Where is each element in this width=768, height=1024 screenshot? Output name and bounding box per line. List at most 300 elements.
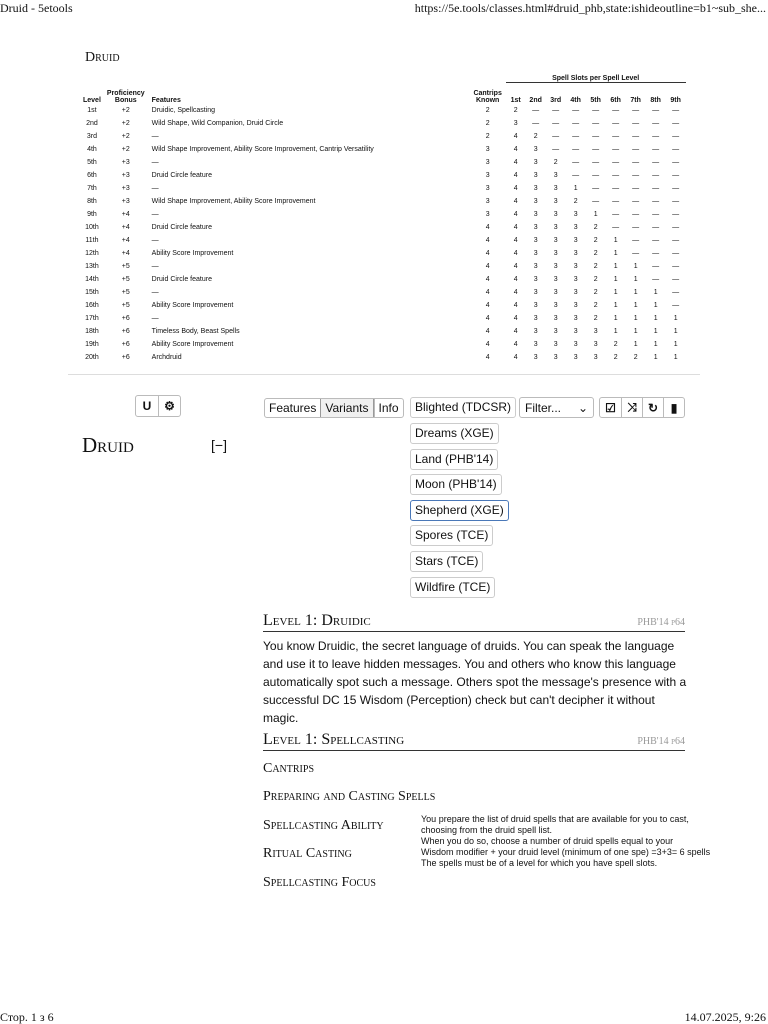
cell-slot: 3 [533, 302, 538, 309]
cell-slot: — [592, 185, 600, 192]
cell-slot: 4 [513, 237, 518, 244]
header-slot-level: 2nd [529, 97, 542, 104]
table-row [80, 221, 686, 234]
cell-slot: 2 [633, 354, 638, 361]
cell-slot: 3 [553, 354, 558, 361]
cell-slot: — [592, 107, 600, 114]
cell-level: 14th [85, 276, 99, 283]
cell-cantrips: 4 [485, 276, 490, 283]
note-line: The spells must be of a level for which you have spell slots. [421, 858, 658, 868]
cell-features: Ability Score Improvement [151, 302, 234, 309]
cell-slot: 2 [513, 107, 518, 114]
cell-slot: 4 [513, 276, 518, 283]
cell-slot: 3 [533, 224, 538, 231]
cell-proficiency: +5 [121, 263, 130, 270]
cell-slot: — [572, 107, 580, 114]
cell-slot: 1 [613, 276, 618, 283]
table-row [80, 351, 686, 364]
subclass-button[interactable]: Spores (TCE) [410, 525, 493, 546]
cell-slot: — [532, 120, 540, 127]
cell-slot: — [652, 133, 660, 140]
cell-cantrips: 3 [485, 146, 490, 153]
shuffle-icon[interactable]: ⤨ [621, 398, 642, 417]
cell-slot: 3 [553, 224, 558, 231]
cell-proficiency: +4 [121, 250, 130, 257]
cell-slot: — [652, 185, 660, 192]
subclass-button-active[interactable]: Shepherd (XGE) [410, 500, 509, 521]
cell-level: 3rd [86, 133, 98, 140]
cell-features: Wild Shape Improvement, Ability Score Improvement [151, 198, 316, 205]
cell-proficiency: +2 [121, 120, 130, 127]
cell-level: 12th [85, 250, 99, 257]
cell-slot: 4 [513, 315, 518, 322]
cell-slot: — [592, 146, 600, 153]
table-row [80, 182, 686, 195]
cell-slot: — [672, 159, 680, 166]
cell-proficiency: +5 [121, 289, 130, 296]
table-row [80, 234, 686, 247]
cell-slot: 2 [613, 341, 618, 348]
cell-features: Druid Circle feature [151, 172, 212, 179]
cell-slot: — [592, 198, 600, 205]
cell-slot: 3 [573, 224, 578, 231]
cell-slot: — [632, 198, 640, 205]
header-slot-level: 9th [670, 97, 681, 104]
cell-level: 2nd [86, 120, 98, 127]
subclass-button[interactable]: Wildfire (TCE) [410, 577, 495, 598]
subsection-preparing: Preparing and Casting Spells [263, 789, 436, 804]
cell-slot: 1 [573, 185, 578, 192]
cell-proficiency: +5 [121, 276, 130, 283]
cell-level: 4th [87, 146, 97, 153]
cell-slot: — [552, 146, 560, 153]
cell-slot: 4 [513, 133, 518, 140]
cell-proficiency: +3 [121, 185, 130, 192]
cell-slot: — [572, 146, 580, 153]
cell-slot: — [652, 250, 660, 257]
cell-proficiency: +3 [121, 159, 130, 166]
cell-slot: — [652, 172, 660, 179]
cell-slot: 4 [513, 263, 518, 270]
cell-slot: — [612, 211, 620, 218]
table-row [80, 260, 686, 273]
cell-level: 6th [87, 172, 97, 179]
reset-icon[interactable]: ↻ [642, 398, 663, 417]
header-spell-slots: Spell Slots per Spell Level [506, 66, 686, 82]
cell-slot: — [612, 224, 620, 231]
cell-slot: — [572, 172, 580, 179]
table-row [80, 312, 686, 325]
cell-slot: — [612, 198, 620, 205]
cell-slot: 1 [633, 315, 638, 322]
note-line: You prepare the list of druid spells that are available for you to cast, [421, 814, 689, 824]
cell-slot: 3 [573, 250, 578, 257]
note-line: When you do so, choose a number of druid spells equal to your [421, 836, 674, 846]
cell-cantrips: 3 [485, 211, 490, 218]
tab-features[interactable]: Features [269, 401, 317, 415]
print-footer-page: Стор. 1 з 6 [0, 1010, 54, 1024]
cell-slot: 3 [593, 328, 598, 335]
table-row [80, 169, 686, 182]
cell-slot: — [672, 185, 680, 192]
class-name-heading: Druid [82, 433, 134, 457]
subclass-button[interactable]: Blighted (TDCSR) [410, 397, 516, 418]
header-slot-level: 7th [630, 97, 641, 104]
table-row [80, 156, 686, 169]
print-footer-date: 14.07.2025, 9:26 [684, 1010, 766, 1024]
cell-slot: — [652, 263, 660, 270]
cell-slot: 3 [533, 198, 538, 205]
cell-cantrips: 4 [485, 315, 490, 322]
cell-slot: 1 [613, 302, 618, 309]
subsection-cantrips: Cantrips [263, 761, 315, 776]
cell-slot: — [672, 289, 680, 296]
table-row [80, 338, 686, 351]
cell-slot: 3 [553, 315, 558, 322]
cell-slot: 1 [653, 302, 658, 309]
cell-slot: 3 [553, 263, 558, 270]
cell-slot: — [672, 146, 680, 153]
cell-slot: 1 [673, 341, 678, 348]
cell-slot: — [612, 107, 620, 114]
cell-slot: — [652, 107, 660, 114]
cell-slot: 2 [593, 224, 598, 231]
collapse-toggle[interactable]: [−] [211, 437, 227, 453]
cell-slot: 4 [513, 224, 518, 231]
table-row [80, 299, 686, 312]
cell-slot: 2 [593, 289, 598, 296]
subclass-button[interactable]: Stars (TCE) [410, 551, 483, 572]
cell-features: Druid Circle feature [151, 276, 212, 283]
cell-slot: — [632, 159, 640, 166]
cell-features: Archdruid [151, 354, 182, 361]
cell-slot: — [632, 211, 640, 218]
cell-level: 18th [85, 328, 99, 335]
cell-cantrips: 4 [485, 328, 490, 335]
view-toggle-group [135, 395, 181, 417]
cell-proficiency: +6 [121, 315, 130, 322]
cell-slot: — [632, 172, 640, 179]
cell-level: 9th [87, 211, 97, 218]
cell-slot: 1 [653, 328, 658, 335]
cell-slot: — [572, 159, 580, 166]
feature-title: Level 1: Spellcasting [263, 731, 405, 748]
cell-slot: — [652, 198, 660, 205]
cell-slot: 1 [633, 289, 638, 296]
cell-slot: — [612, 159, 620, 166]
cell-slot: 3 [553, 172, 558, 179]
cell-slot: — [652, 211, 660, 218]
class-table-title: Druid [85, 50, 120, 65]
cell-slot: 1 [633, 276, 638, 283]
cell-features: — [151, 159, 159, 166]
feature-source[interactable]: PHB'14 p64 [637, 736, 685, 747]
feature-heading-spellcasting [263, 731, 685, 751]
table-row [80, 130, 686, 143]
header-slot-level: 6th [610, 97, 621, 104]
cell-slot: 3 [533, 341, 538, 348]
cell-level: 7th [87, 185, 97, 192]
table-row [80, 104, 686, 117]
cell-slot: — [552, 133, 560, 140]
cell-slot: 1 [653, 354, 658, 361]
header-slot-level: 3rd [550, 97, 562, 104]
gear-icon[interactable]: ⚙ [158, 396, 180, 416]
cell-features: Ability Score Improvement [151, 341, 234, 348]
cell-cantrips: 4 [485, 354, 490, 361]
content-tabs [264, 398, 404, 418]
table-row [80, 117, 686, 130]
cell-cantrips: 3 [485, 198, 490, 205]
feature-source[interactable]: PHB'14 p64 [637, 617, 685, 628]
cell-slot: 3 [553, 250, 558, 257]
cell-slot: 3 [533, 159, 538, 166]
cell-slot: — [612, 146, 620, 153]
magnet-icon[interactable]: U [142, 399, 152, 413]
cell-slot: 1 [633, 263, 638, 270]
book-icon[interactable]: ▮ [663, 398, 684, 417]
header-proficiency: Proficiency Bonus [106, 90, 145, 104]
subclass-filter-select[interactable] [519, 397, 594, 418]
cell-slot: 1 [633, 341, 638, 348]
cell-slot: — [672, 107, 680, 114]
cell-slot: — [672, 172, 680, 179]
cell-features: Druid Circle feature [151, 224, 212, 231]
cell-slot: 3 [553, 198, 558, 205]
cell-slot: — [672, 250, 680, 257]
cell-slot: 4 [513, 172, 518, 179]
cell-level: 11th [85, 237, 99, 244]
cell-slot: — [632, 146, 640, 153]
cell-features: — [151, 185, 159, 192]
cell-slot: 1 [673, 315, 678, 322]
cell-slot: — [592, 133, 600, 140]
cell-proficiency: +6 [121, 341, 130, 348]
cell-proficiency: +6 [121, 354, 130, 361]
table-row [80, 143, 686, 156]
cell-cantrips: 2 [485, 120, 490, 127]
cell-level: 1st [87, 107, 97, 114]
cell-slot: 3 [573, 289, 578, 296]
cell-features: — [151, 289, 159, 296]
cell-slot: — [632, 237, 640, 244]
cell-slot: 3 [573, 354, 578, 361]
cell-slot: 1 [613, 328, 618, 335]
subclass-button[interactable]: Dreams (XGE) [410, 423, 499, 444]
cell-slot: — [672, 224, 680, 231]
cell-slot: 4 [513, 185, 518, 192]
cell-slot: 3 [593, 354, 598, 361]
cell-slot: 3 [553, 328, 558, 335]
cell-slot: 1 [613, 250, 618, 257]
cell-slot: 3 [533, 289, 538, 296]
print-header-url: https://5e.tools/classes.html#druid_phb,state:ishideoutline=b1~sub_she... [414, 1, 766, 15]
cell-slot: 1 [613, 263, 618, 270]
cell-slot: 3 [573, 341, 578, 348]
cell-slot: — [672, 263, 680, 270]
cell-cantrips: 4 [485, 302, 490, 309]
select-all-icon[interactable]: ☑ [605, 400, 616, 415]
cell-slot: 1 [633, 302, 638, 309]
cell-slot: — [672, 237, 680, 244]
header-level: Level [83, 97, 101, 104]
cell-slot: — [672, 211, 680, 218]
feature-heading-druidic [263, 612, 685, 632]
cell-slot: 2 [533, 133, 538, 140]
cell-slot: — [532, 107, 540, 114]
cell-slot: 3 [533, 237, 538, 244]
cell-slot: — [652, 146, 660, 153]
cell-slot: 3 [573, 211, 578, 218]
cell-features: Timeless Body, Beast Spells [151, 328, 240, 335]
chevron-down-icon: ⌄ [577, 400, 588, 415]
cell-level: 17th [85, 315, 99, 322]
cell-slot: 3 [573, 237, 578, 244]
annotation-note [421, 814, 721, 869]
cell-slot: 3 [553, 289, 558, 296]
cell-slot: 4 [513, 146, 518, 153]
cell-slot: — [612, 185, 620, 192]
cell-slot: 1 [613, 237, 618, 244]
table-row [80, 273, 686, 286]
cell-slot: 3 [573, 263, 578, 270]
cell-features: Ability Score Improvement [151, 250, 234, 257]
cell-cantrips: 3 [485, 185, 490, 192]
cell-features: Druidic, Spellcasting [151, 107, 216, 114]
cell-proficiency: +2 [121, 133, 130, 140]
tab-info[interactable]: Info [374, 399, 403, 417]
tab-variants[interactable]: Variants [320, 399, 373, 417]
cell-slot: 1 [673, 328, 678, 335]
cell-slot: — [632, 133, 640, 140]
cell-proficiency: +5 [121, 302, 130, 309]
cell-cantrips: 4 [485, 224, 490, 231]
cell-slot: 3 [533, 185, 538, 192]
cell-cantrips: 3 [485, 172, 490, 179]
cell-slot: 1 [593, 211, 598, 218]
filter-label: Filter... [525, 400, 562, 415]
cell-slot: 3 [533, 354, 538, 361]
cell-slot: — [672, 133, 680, 140]
cell-proficiency: +4 [121, 211, 130, 218]
cell-slot: — [652, 224, 660, 231]
cell-slot: — [652, 120, 660, 127]
cell-level: 8th [87, 198, 97, 205]
cell-slot: — [632, 107, 640, 114]
subsection-ritual: Ritual Casting [263, 846, 352, 861]
cell-slot: 2 [593, 302, 598, 309]
cell-features: — [151, 315, 159, 322]
cell-cantrips: 2 [485, 133, 490, 140]
cell-slot: — [632, 250, 640, 257]
cell-slot: — [652, 237, 660, 244]
cell-proficiency: +6 [121, 328, 130, 335]
cell-slot: — [632, 224, 640, 231]
cell-level: 20th [85, 354, 99, 361]
cell-slot: 3 [513, 120, 518, 127]
cell-slot: 3 [533, 146, 538, 153]
cell-level: 13th [85, 263, 99, 270]
table-divider [68, 374, 700, 375]
cell-slot: 1 [673, 354, 678, 361]
cell-cantrips: 4 [485, 263, 490, 270]
cell-slot: — [672, 120, 680, 127]
subclass-tool-group [599, 397, 685, 418]
cell-features: Wild Shape, Wild Companion, Druid Circle [151, 120, 284, 127]
header-slot-level: 4th [570, 97, 581, 104]
cell-slot: 3 [533, 211, 538, 218]
cell-slot: 4 [513, 341, 518, 348]
cell-slot: — [592, 172, 600, 179]
cell-slot: — [592, 120, 600, 127]
cell-slot: 2 [573, 198, 578, 205]
cell-slot: — [672, 198, 680, 205]
cell-slot: 3 [533, 328, 538, 335]
cell-cantrips: 2 [485, 107, 490, 114]
cell-slot: 3 [573, 276, 578, 283]
cell-slot: 2 [553, 159, 558, 166]
cell-level: 10th [85, 224, 99, 231]
cell-slot: — [572, 133, 580, 140]
cell-slot: 4 [513, 211, 518, 218]
cell-slot: 4 [513, 328, 518, 335]
cell-slot: 4 [513, 159, 518, 166]
cell-level: 19th [85, 341, 99, 348]
cell-features: — [151, 237, 159, 244]
cell-slot: 1 [633, 328, 638, 335]
table-row [80, 208, 686, 221]
cell-slot: 3 [573, 315, 578, 322]
cell-slot: — [552, 107, 560, 114]
subsection-focus: Spellcasting Focus [263, 875, 376, 890]
cell-level: 5th [87, 159, 97, 166]
cell-slot: 3 [533, 276, 538, 283]
subclass-button[interactable]: Moon (PHB'14) [410, 474, 502, 495]
cell-slot: 2 [593, 237, 598, 244]
feature-text-druidic: You know Druidic, the secret language of druids. You can speak the language and use it to leave hidden messages. You and others who know this language automatically spot such a message. Others spot the message's presence with a successful DC 15 Wisdom (Perception) check but can't decipher it without magic. [263, 639, 687, 725]
header-slot-level: 1st [510, 97, 521, 104]
cell-cantrips: 4 [485, 341, 490, 348]
cell-slot: 3 [533, 172, 538, 179]
cell-slot: 3 [533, 263, 538, 270]
cell-slot: 1 [613, 315, 618, 322]
cell-slot: 2 [593, 263, 598, 270]
cell-level: 16th [85, 302, 99, 309]
subsection-ability: Spellcasting Ability [263, 818, 384, 833]
class-progression-table [80, 66, 686, 364]
cell-slot: 2 [593, 276, 598, 283]
cell-slot: 1 [653, 289, 658, 296]
cell-slot: 3 [553, 185, 558, 192]
cell-cantrips: 4 [485, 237, 490, 244]
cell-slot: — [612, 133, 620, 140]
cell-slot: 3 [553, 302, 558, 309]
cell-proficiency: +4 [121, 224, 130, 231]
cell-features: — [151, 133, 159, 140]
cell-slot: 4 [513, 198, 518, 205]
table-row [80, 195, 686, 208]
cell-slot: — [552, 120, 560, 127]
cell-features: — [151, 263, 159, 270]
cell-proficiency: +2 [121, 107, 130, 114]
table-row [80, 286, 686, 299]
cell-slot: 1 [653, 341, 658, 348]
subclass-button[interactable]: Land (PHB'14) [410, 449, 498, 470]
cell-proficiency: +4 [121, 237, 130, 244]
header-slot-level: 5th [590, 97, 601, 104]
cell-slot: 4 [513, 250, 518, 257]
cell-slot: 3 [533, 250, 538, 257]
